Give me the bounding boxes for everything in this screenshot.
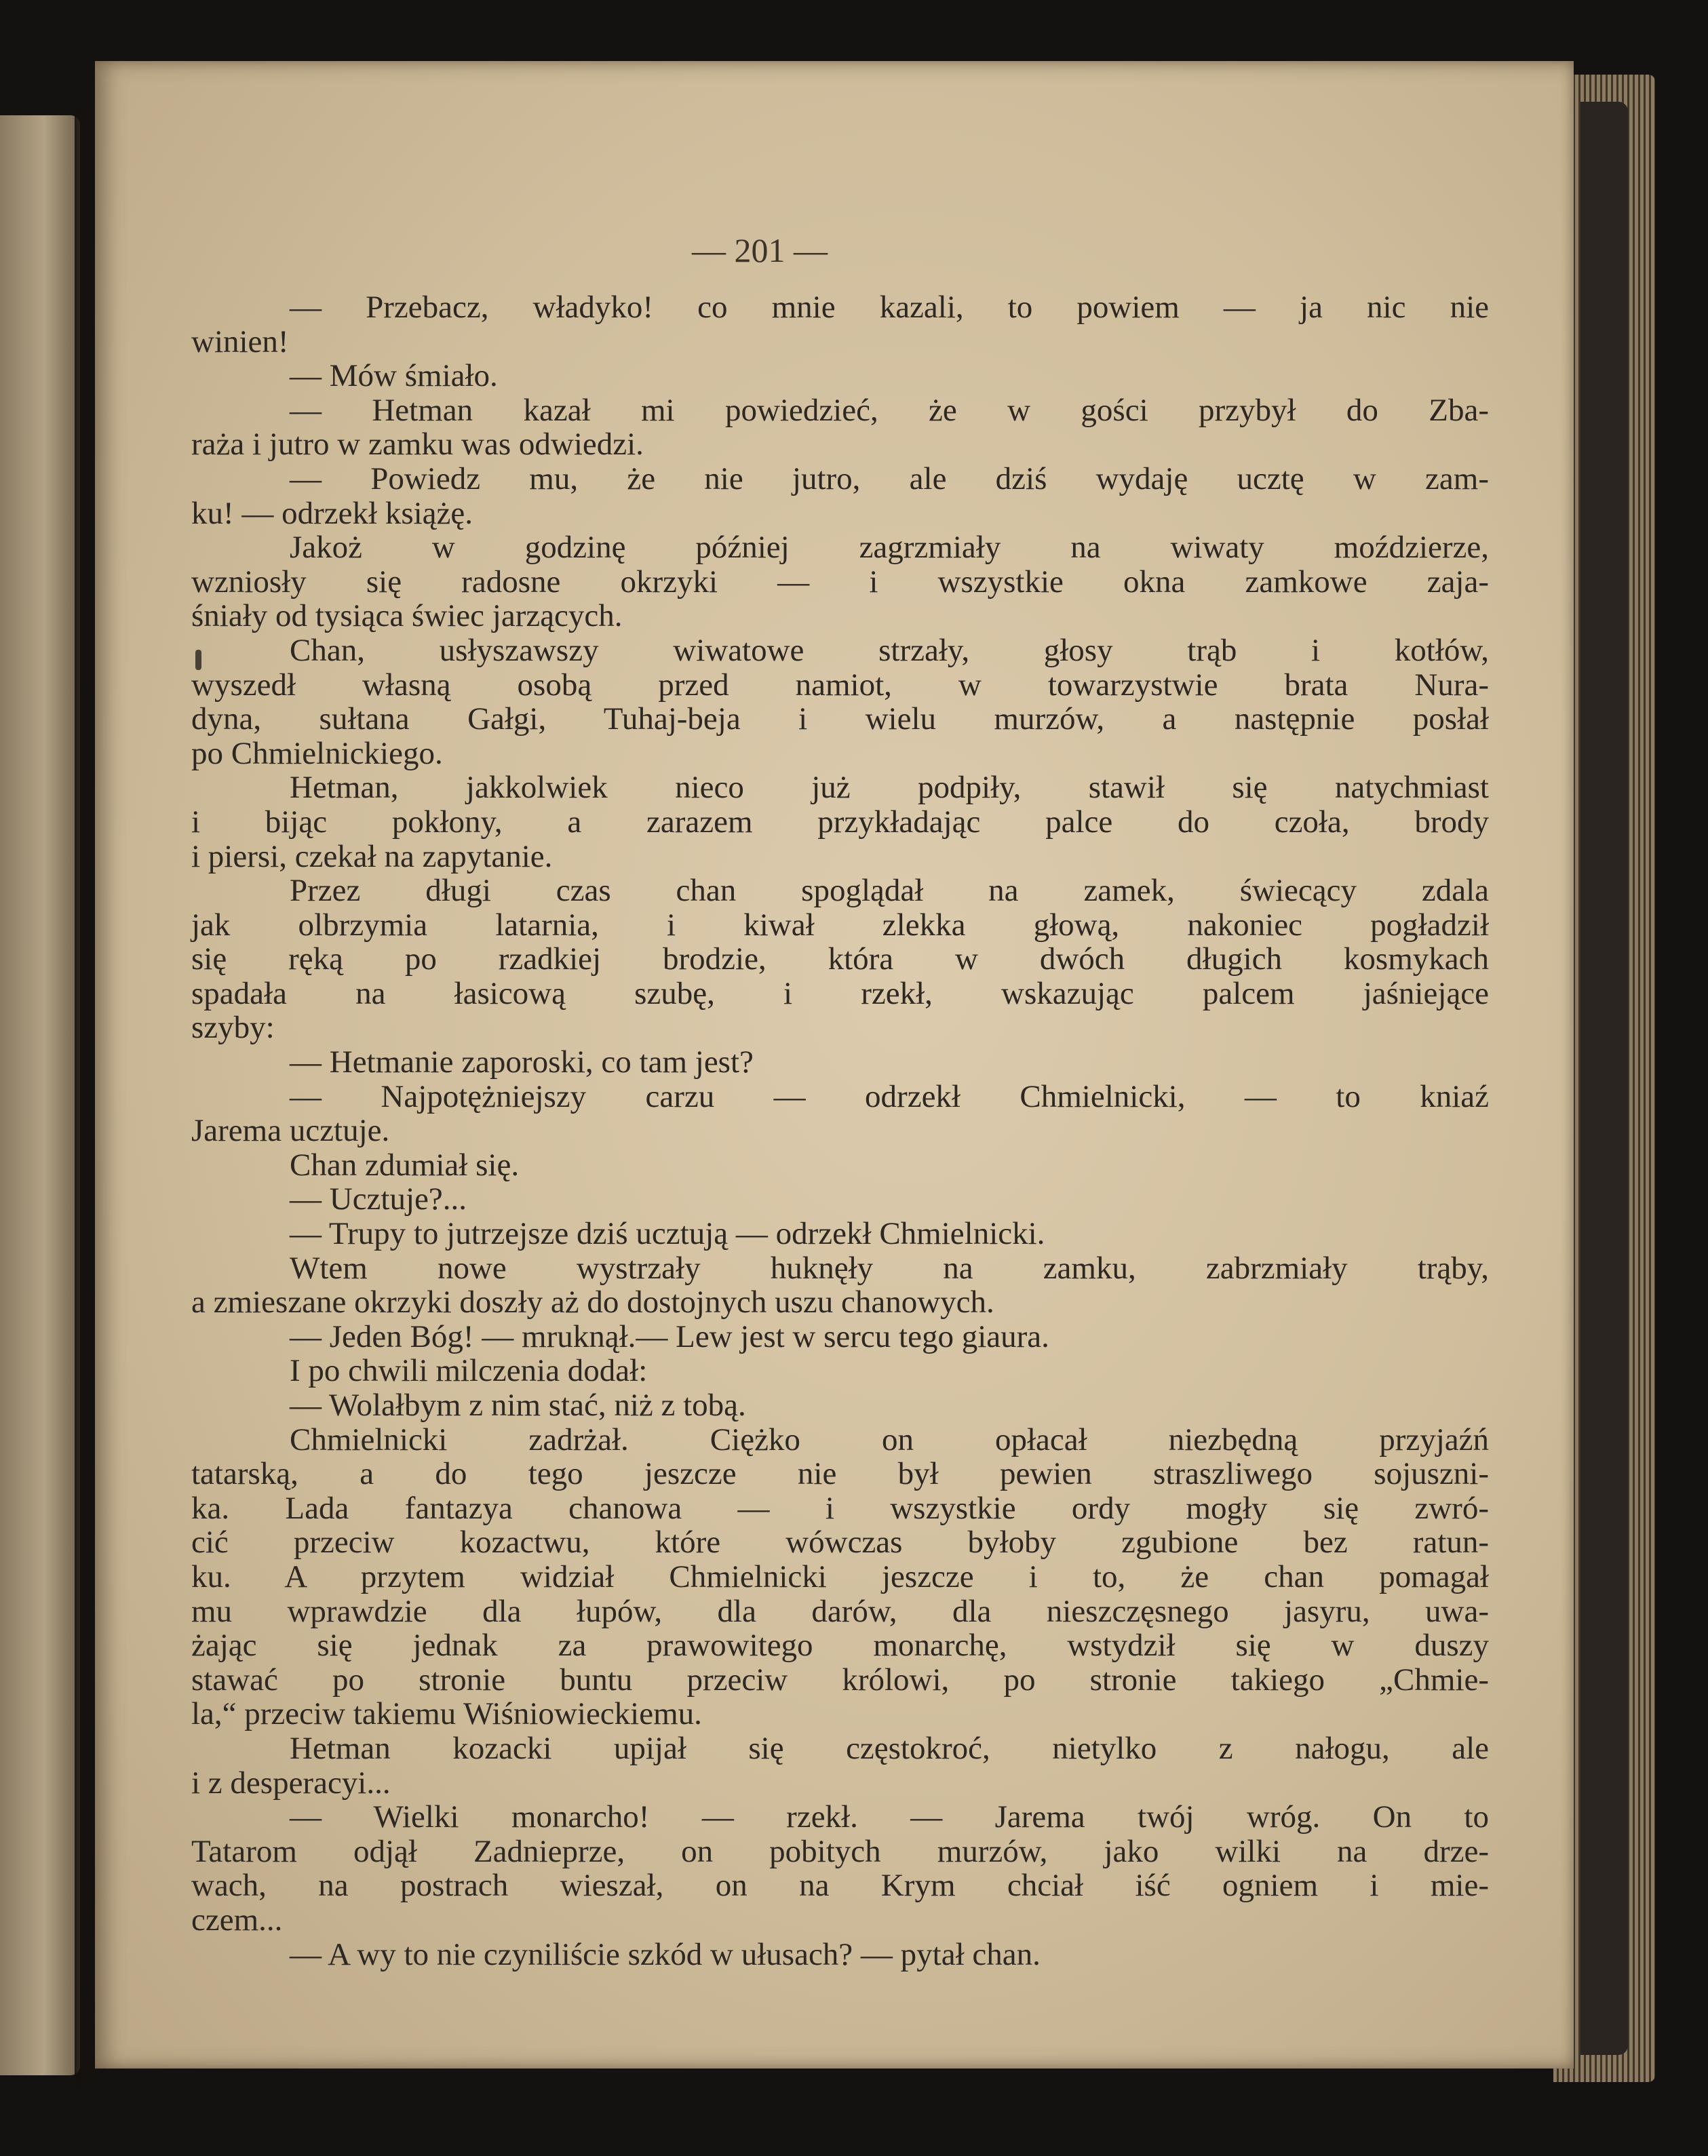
text-line: Przez długi czas chan spoglądał na zamek, świecący zdala xyxy=(290,873,1489,909)
text-line: Jakoż w godzinę później zagrzmiały na wiwaty moździerze, xyxy=(290,530,1489,566)
text-line: — Wielki monarcho! — rzekł. — Jarema twój wróg. On to xyxy=(290,1799,1489,1835)
text-line: — Hetman kazał mi powiedzieć, że w gości przybył do Zba- xyxy=(290,392,1489,428)
text-line: — Ucztuje?... xyxy=(290,1181,467,1217)
text-line: I po chwili milczenia dodał: xyxy=(290,1353,648,1389)
text-line: tatarską, a do tego jeszcze nie był pewien straszliwego sojuszni- xyxy=(191,1456,1489,1492)
text-line: wach, na postrach wieszał, on na Krym chciał iść ogniem i mie- xyxy=(191,1868,1489,1904)
text-line: winien! xyxy=(191,324,289,359)
text-line: i z desperacyi... xyxy=(191,1765,391,1801)
text-line: wyszedł własną osobą przed namiot, w towarzystwie brata Nura- xyxy=(191,667,1489,703)
text-line: Chmielnicki zadrżał. Ciężko on opłacał niezbędną przyjaźń xyxy=(290,1422,1489,1457)
text-line: szyby: xyxy=(191,1010,275,1046)
text-line: Tatarom odjął Zadnieprze, on pobitych murzów, jako wilki na drze- xyxy=(191,1833,1489,1869)
text-line: — A wy to nie czyniliście szkód w ułusach? — pytał chan. xyxy=(290,1936,1041,1972)
text-line: — Hetmanie zaporoski, co tam jest? xyxy=(290,1044,754,1080)
text-line: ka. Lada fantazya chanowa — i wszystkie ordy mogły się zwró- xyxy=(191,1490,1489,1526)
text-line: Hetman, jakkolwiek nieco już podpiły, stawił się natychmiast xyxy=(290,770,1489,806)
text-line: mu wprawdzie dla łupów, dla darów, dla nieszczęsnego jasyru, uwa- xyxy=(191,1593,1489,1629)
text-line: i bijąc pokłony, a zarazem przykładając palce do czoła, brody xyxy=(191,804,1489,840)
text-line: — Jeden Bóg! — mruknął.— Lew jest w sercu tego giaura. xyxy=(290,1318,1049,1354)
text-line: Jarema ucztuje. xyxy=(191,1113,390,1149)
text-line: wzniosły się radosne okrzyki — i wszystkie okna zamkowe zaja- xyxy=(191,564,1489,600)
text-line: i piersi, czekał na zapytanie. xyxy=(191,838,553,874)
page-number: — 201 — xyxy=(692,231,828,269)
text-line: cić przeciw kozactwu, które wówczas byłoby zgubione bez ratun- xyxy=(191,1525,1489,1561)
text-line: a zmieszane okrzyki doszły aż do dostojnych uszu chanowych. xyxy=(191,1285,994,1320)
text-line: ku! — odrzekł książę. xyxy=(191,495,473,531)
text-line: — Trupy to jutrzejsze dziś ucztują — odrzekł Chmielnicki. xyxy=(290,1216,1045,1252)
text-line: la,“ przeciw takiemu Wiśniowieckiemu. xyxy=(191,1696,702,1732)
text-line: ku. A przytem widział Chmielnicki jeszcze i to, że chan pomagał xyxy=(191,1559,1489,1594)
text-line: Hetman kozacki upijał się częstokroć, nietylko z nałogu, ale xyxy=(290,1730,1489,1766)
book-cover-edge xyxy=(1580,102,1628,2055)
text-line: spadała na łasicową szubę, i rzekł, wskazując palcem jaśniejące xyxy=(191,975,1489,1011)
text-line: dyna, sułtana Gałgi, Tuhaj-beja i wielu murzów, a następnie posłał xyxy=(191,701,1489,737)
text-line: Chan, usłyszawszy wiwatowe strzały, głosy trąb i kotłów, xyxy=(290,632,1489,668)
text-line: Chan zdumiał się. xyxy=(290,1147,520,1183)
book-page xyxy=(95,61,1574,2069)
facing-page-edge xyxy=(0,115,80,2075)
text-line: czem... xyxy=(191,1902,283,1938)
text-line: śniały od tysiąca świec jarzących. xyxy=(191,598,623,634)
text-line: — Powiedz mu, że nie jutro, ale dziś wydaję ucztę w zam- xyxy=(290,460,1489,496)
text-line: się ręką po rzadkiej brodzie, która w dwóch długich kosmykach xyxy=(191,941,1489,977)
page-text-block xyxy=(191,290,1489,1972)
text-line: stawać po stronie buntu przeciw królowi, po stronie takiego „Chmie- xyxy=(191,1662,1489,1698)
text-line: — Wolałbym z nim stać, niż z tobą. xyxy=(290,1388,746,1423)
text-line: żając się jednak za prawowitego monarchę, wstydził się w duszy xyxy=(191,1628,1489,1664)
text-line: raża i jutro w zamku was odwiedzi. xyxy=(191,427,644,463)
text-line: Wtem nowe wystrzały huknęły na zamku, zabrzmiały trąby, xyxy=(290,1250,1489,1286)
text-line: — Najpotężniejszy carzu — odrzekł Chmielnicki, — to kniaź xyxy=(290,1078,1489,1114)
text-line: — Mów śmiało. xyxy=(290,358,498,394)
text-line: po Chmielnickiego. xyxy=(191,735,443,771)
text-line: jak olbrzymia latarnia, i kiwał zlekka głową, nakoniec pogładził xyxy=(191,907,1489,943)
text-line: — Przebacz, władyko! co mnie kazali, to powiem — ja nic nie xyxy=(290,290,1489,325)
